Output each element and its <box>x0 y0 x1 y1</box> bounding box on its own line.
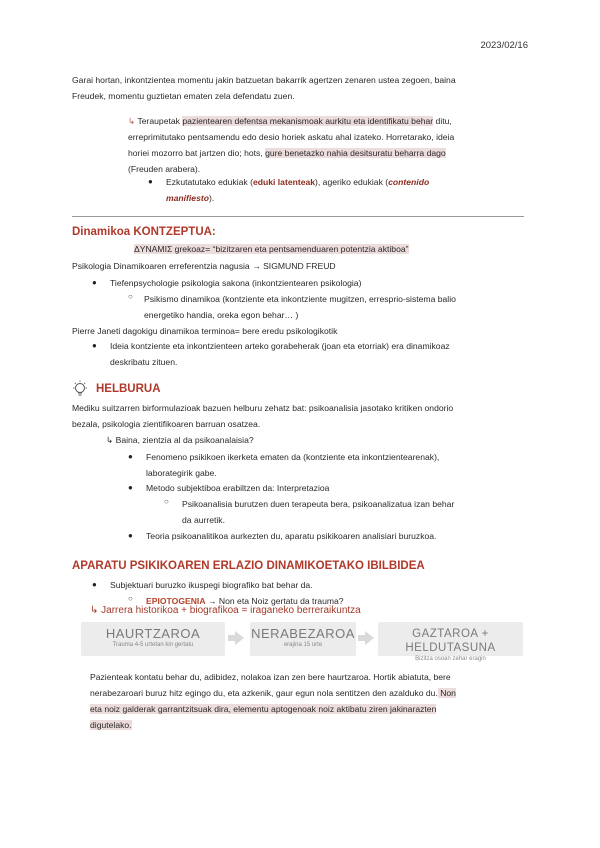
stage-subtitle: erajina 15 urte <box>283 642 323 648</box>
sub1-text: ), ageriko edukiak ( <box>315 177 389 187</box>
dinamikoa-bullet-2-line-2: deskribatu zituen. <box>110 357 178 367</box>
arrow-right-icon <box>365 631 374 645</box>
circle-bullet-icon: ○ <box>128 594 133 603</box>
dinamikoa-heading: Dinamikoa KONTZEPTUA: <box>72 226 216 238</box>
highlight-text: Non <box>437 688 456 698</box>
sub1-bullet-line-1 <box>166 174 429 191</box>
highlight-text: digutelako. <box>90 720 132 730</box>
highlight-text: ΔYNAMIΣ grekoaz= “bizitzaren eta pentsamenduaren potentzia aktiboa” <box>134 244 409 254</box>
helburua-bullet-3: Teoria psikoanalitikoa aurkezten du, aparatu psikikoaren analisiari buruzkoa. <box>146 531 437 541</box>
stage-box-nerabezaroa <box>250 622 356 656</box>
aparatu-paragraph-line-3 <box>90 701 436 718</box>
aparatu-text: → Non eta Noiz gertatu da trauma? <box>205 596 344 606</box>
stage-subtitle: Bizitza osoan zehar eragin <box>415 656 486 662</box>
helburua-bullet-2: Metodo subjektiboa erabiltzen da: Interpretazioa <box>146 483 330 493</box>
dinamikoa-bullet-1: Tiefenpsychologie psikologia sakona (inkontzientearen psikologia) <box>110 278 362 288</box>
bold-term: EPIOTOGENIA <box>146 596 206 606</box>
dinamikoa-line-a: Psikologia Dinamikoaren erreferentzia nagusia → SIGMUND FREUD <box>72 261 336 271</box>
aparatu-text: nerabezaroari buruz hitz egingo du, eta azkenik, gaur egun nola sentitzen den azalduko du. <box>90 688 438 698</box>
helburua-bullet-1-line-2: laborategirik gabe. <box>146 468 217 478</box>
intro-line-1: Garai hortan, inkontzientea momentu jakin batzuetan bakarrik agertzen zenaren ustea zegoen, baina <box>72 75 456 85</box>
sub1-text: Ezkutatutako edukiak ( <box>166 177 253 187</box>
stage-title: HAURTZAROA <box>105 626 201 641</box>
dinamikoa-circle-1-line-1: Psikismo dinamikoa (kontziente eta inkontziente mugitzen, erresprio-sistema balio <box>144 294 456 304</box>
stage-subtitle: Trauma 4-5 urtetan kin gertatu <box>112 642 194 648</box>
intro-line-2: Freudek, momentu guztietan ematen zela defendatu zuen. <box>72 91 295 101</box>
arrow-right-icon <box>235 631 244 645</box>
bullet-icon: ● <box>92 580 97 589</box>
helburua-sub: ↳ Baina, zientzia al da psikoanalaisia? <box>106 435 254 445</box>
sub1-text: Teraupetak <box>137 116 183 126</box>
stage-box-gaztaroa <box>378 622 523 662</box>
sub1-line-1 <box>128 113 452 130</box>
aparatu-heading: APARATU PSIKIKOAREN ERLAZIO DINAMIKOETAKO IBILBIDEA <box>72 560 425 572</box>
sub-arrow-icon: ↳ <box>128 116 136 126</box>
sub1-line-3 <box>128 145 446 162</box>
bullet-icon: ● <box>128 531 133 540</box>
date-label: 2023/02/16 <box>480 40 528 51</box>
sub1-text: horiei mozorro bat jartzen dio; hots, <box>128 148 266 158</box>
dinamikoa-circle-1-line-2: energetiko handia, oreka egon behar… ) <box>144 310 299 320</box>
lightbulb-icon <box>72 380 88 398</box>
bullet-icon: ● <box>148 177 153 186</box>
dinamikoa-bullet-2-line-1: Ideia kontziente eta inkontzienteen arteko gorabeherak (joan eta etorriak) era dinamikoaz <box>110 341 450 351</box>
bullet-icon: ● <box>92 341 97 350</box>
stage-box-haurtzaroa <box>81 622 225 656</box>
sub1-line-2: erreprimitutako pentsamendu edo desio horiek askatu ahal izateko. Horretarako, ideia <box>128 132 455 142</box>
circle-bullet-icon: ○ <box>128 292 133 301</box>
helburua-circle-1-line-1: Psikoanalisia burutzen duen terapeuta bera, psikoanalizatua izan behar <box>182 499 455 509</box>
stage-title: GAZTAROA + HELDUTASUNA <box>405 628 496 654</box>
greek-definition <box>134 241 409 258</box>
aparatu-paragraph-line-1: Pazienteak kontatu behar du, adibidez, nolakoa izan zen bere haurtzaroa. Hortik abiatuta, bere <box>90 672 451 682</box>
highlight-text: gure benetazko nahia desitsuratu beharra dago <box>265 148 446 158</box>
helburua-circle-1-line-2: da aurretik. <box>182 515 225 525</box>
aparatu-arrow-line: ↳ Jarrera historikoa + biografikoa = iraganeko berreraikuntza <box>90 605 361 616</box>
highlight-text: pazientearen defentsa mekanismoak aurkitu eta identifikatu behar <box>182 116 434 126</box>
highlight-text: eta noiz galderak garrantzitsuak dira, elementu aptogenoak noiz aktibatu ziren jakinarazten <box>90 704 437 714</box>
bold-italic-term: manifiesto <box>166 193 209 203</box>
sub1-text: ). <box>208 193 215 203</box>
stage-title: NERABEZAROA <box>251 626 355 641</box>
bullet-icon: ● <box>128 483 133 492</box>
circle-bullet-icon: ○ <box>164 497 169 506</box>
helburua-bullet-1-line-1: Fenomeno psikikoen ikerketa ematen da (kontziente eta inkontzientearenak), <box>146 452 440 462</box>
helburua-line-1: Mediku suitzarren birformulazioak bazuen helburu zehatz bat: psikoanalisia jasotako kritiken ondorio <box>72 403 454 413</box>
dinamikoa-line-b: Pierre Janeti dagokigu dinamikoa terminoa= bere eredu psikologikotik <box>72 326 338 336</box>
helburua-heading: HELBURUA <box>96 383 161 395</box>
sub1-bullet-line-2 <box>166 190 214 207</box>
sub1-line-4: (Freuden arabera). <box>128 164 201 174</box>
sub1-text: ditu, <box>433 116 452 126</box>
helburua-line-2: bezala, psikologia zientifikoaren barruan osatzea. <box>72 419 261 429</box>
aparatu-bullet-1: Subjektuari buruzko ikuspegi biografiko bat behar da. <box>110 580 313 590</box>
bold-italic-term: contenido <box>388 177 430 187</box>
aparatu-paragraph-line-2 <box>90 685 456 702</box>
aparatu-paragraph-line-4 <box>90 717 132 734</box>
bullet-icon: ● <box>92 278 97 287</box>
horizontal-divider <box>72 216 524 217</box>
bullet-icon: ● <box>128 452 133 461</box>
bold-term: eduki latenteak <box>252 177 316 187</box>
